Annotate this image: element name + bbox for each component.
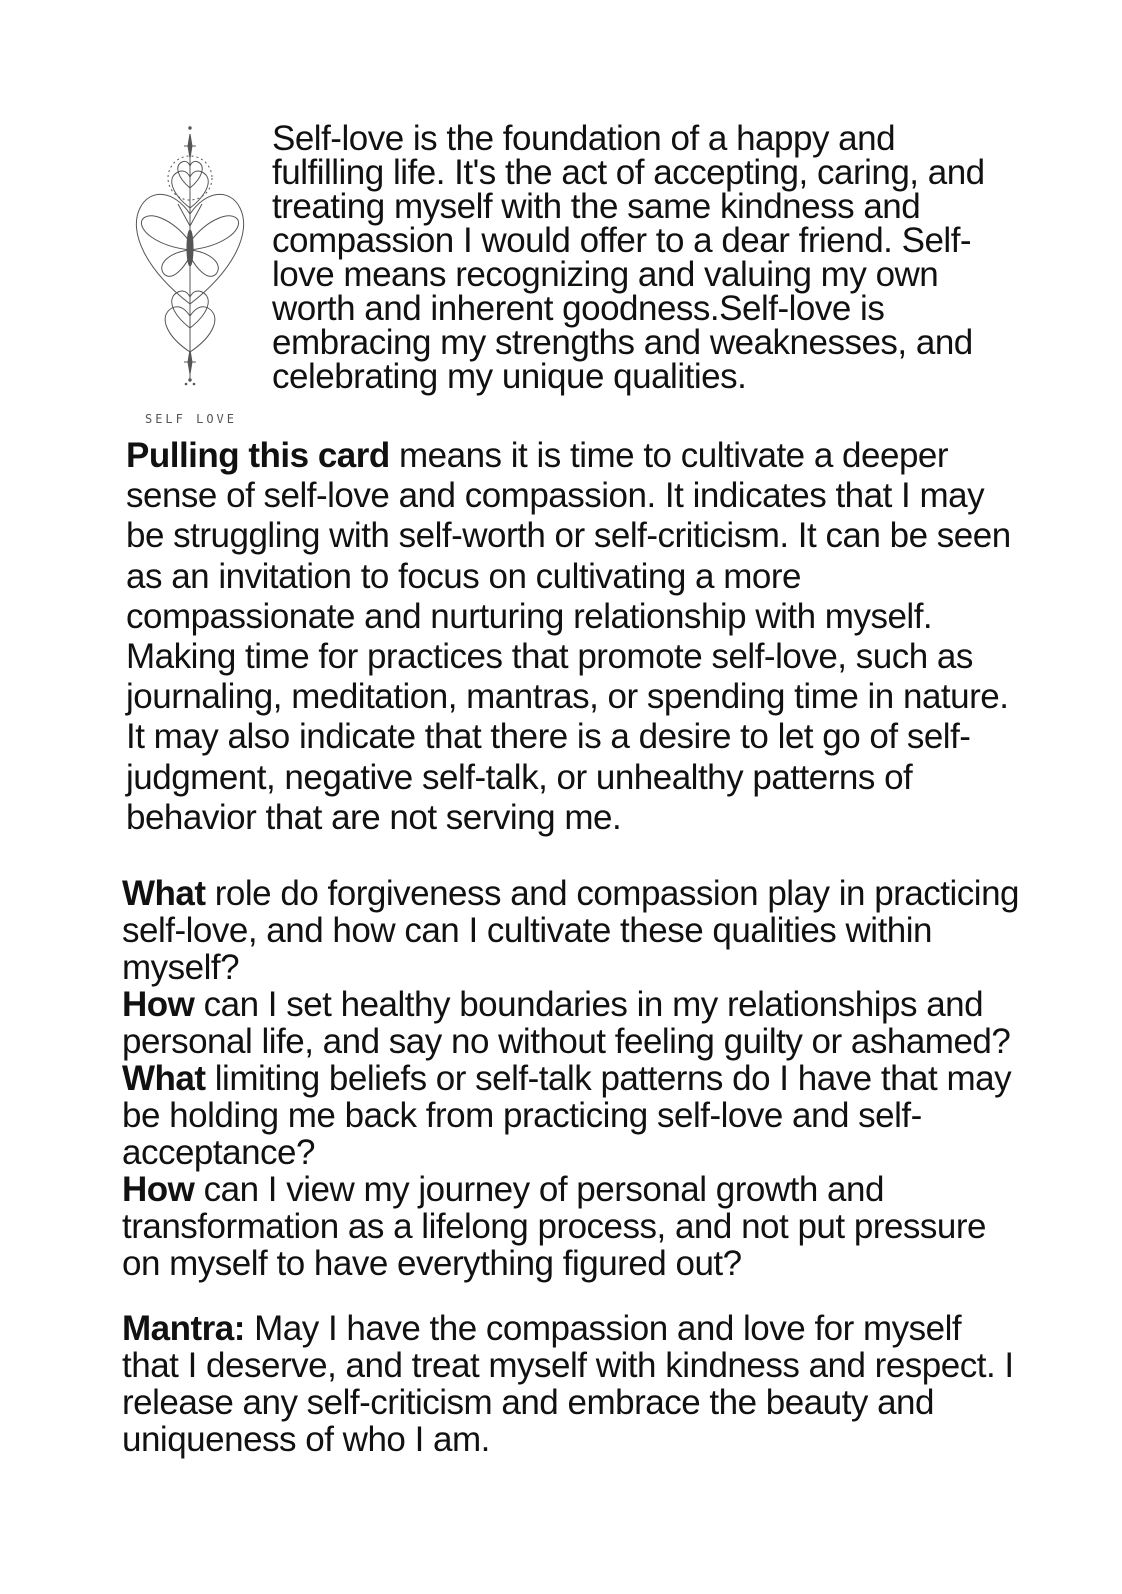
- meaning-text: means it is time to cultivate a deeper sense of self-love and compassion. It indicates that I may be struggling with self-worth or self-criticism. It can be seen as an invitation to focus on cultivating a more compassionate and nurturing relationship with myself. Making time for practices that promote self-love, such as journaling, meditation, mantras, or spending time in nature. It may also indicate that there is a desire to let go of self-judgment, negative self-talk, or unhealthy patterns of behavior that are not serving me.: [126, 436, 1011, 837]
- question-lead: How: [122, 985, 195, 1024]
- mantra-paragraph: [122, 1310, 1022, 1458]
- question-text: can I set healthy boundaries in my relationships and personal life, and say no without feeling guilty or ashamed?: [122, 985, 1011, 1061]
- reflection-questions: [122, 875, 1022, 1282]
- heart-butterfly-icon: [126, 122, 256, 407]
- question-text: role do forgiveness and compassion play in practicing self-love, and how can I cultivate these qualities within myself?: [122, 874, 1020, 987]
- question-text: can I view my journey of personal growth and transformation as a lifelong process, and not put pressure on myself to have everything figured out?: [122, 1170, 986, 1283]
- question-item: [122, 875, 1022, 986]
- question-item: [122, 1060, 1022, 1171]
- question-item: [122, 986, 1022, 1060]
- question-text: limiting beliefs or self-talk patterns do I have that may be holding me back from practicing self-love and self-acceptance?: [122, 1059, 1012, 1172]
- meaning-lead: Pulling this card: [126, 436, 390, 475]
- intro-paragraph: Self-love is the foundation of a happy and fulfilling life. It's the act of accepting, caring, and treating myself with the same kindness and compassion I would offer to a dear friend. Self-love means recognizing and valuing my own worth and inherent goodness.Self-love is embracing my strengths and weaknesses, and celebrating my unique qualities.: [272, 119, 985, 396]
- question-lead: What: [122, 874, 206, 913]
- self-love-illustration: [126, 122, 256, 434]
- question-item: [122, 1171, 1022, 1282]
- meaning-paragraph: [126, 436, 1016, 838]
- mantra-text: May I have the compassion and love for myself that I deserve, and treat myself with kindness and respect. I release any self-criticism and embrace the beauty and uniqueness of who I am.: [122, 1309, 1014, 1459]
- card-label: SELF LOVE: [144, 412, 238, 426]
- question-lead: How: [122, 1170, 195, 1209]
- question-lead: What: [122, 1059, 206, 1098]
- mantra-lead: Mantra:: [122, 1309, 245, 1348]
